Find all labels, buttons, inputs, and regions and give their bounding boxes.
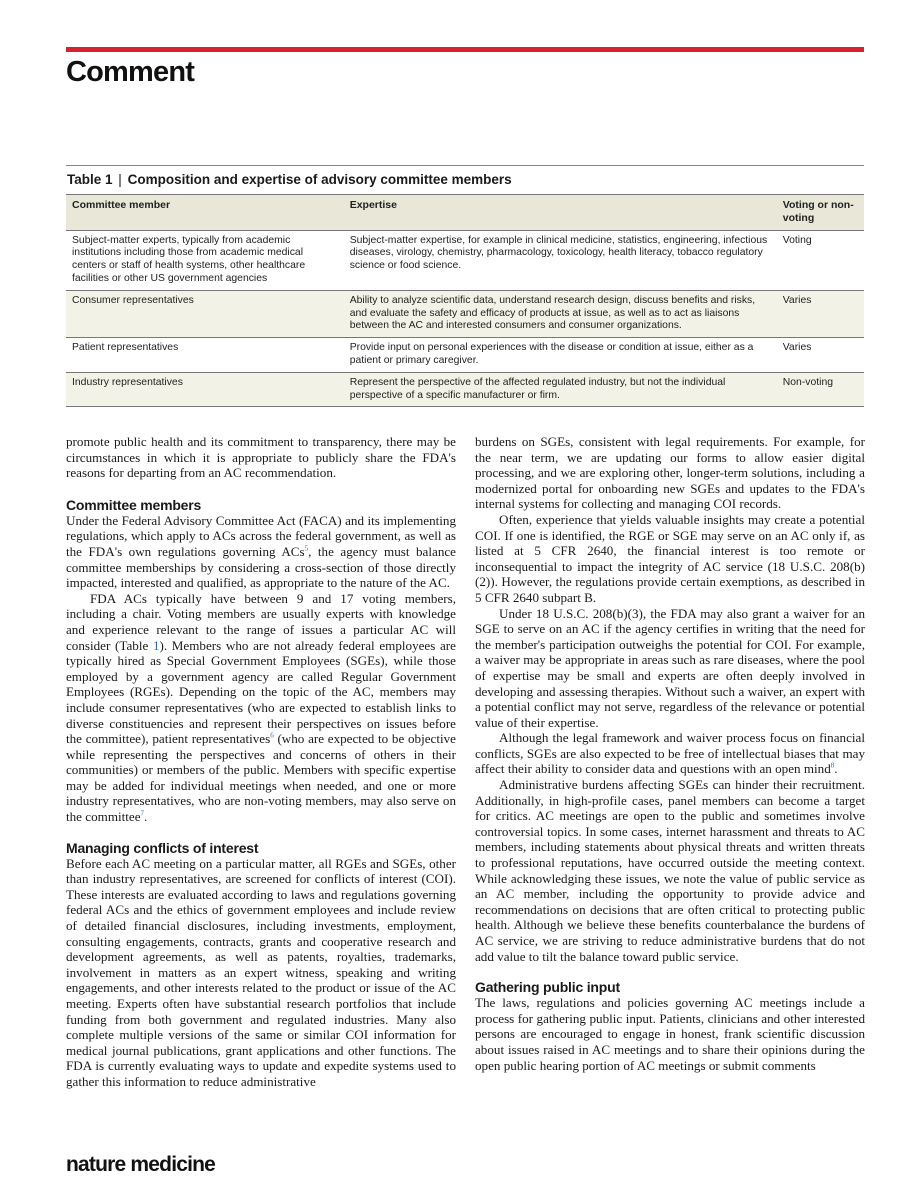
reference-7[interactable]: 7 [140,809,145,818]
reference-8[interactable]: 8 [830,762,835,771]
cell-member: Consumer representatives [66,290,344,337]
reference-5[interactable]: 5 [304,544,309,553]
paragraph-faca: Under the Federal Advisory Committee Act (FACA) and its implementing regulations, which apply to ACs across the federal government, as well as the FDA's own regulations governing ACs$^5$, the agency must balance committee memberships by considering a cross-section of those directly impacted, interested and qualified, as appropriate to the nature of the AC. [66,512,456,591]
cell-voting: Varies [777,290,864,337]
cell-member: Patient representatives [66,338,344,373]
cell-expertise: Subject-matter expertise, for example in clinical medicine, statistics, engineering, infectious diseases, virology, chemistry, pharmacology, toxicology, health literacy, tobacco regulatory science or food science. [344,230,777,290]
table-1-link[interactable]: 1 [152,637,160,653]
cell-member: Industry representatives [66,372,344,407]
heading-committee-members: Committee members [66,496,202,513]
paragraph-public-input: The laws, regulations and policies governing AC meetings include a process for gathering public input. Patients, clinicians and other interested persons are encouraged to engage in honest, frank scientific discussion about issues raised in AC meetings and to share their opinions during the open public hearing portion of AC meetings or submit comments [475,995,865,1073]
table-row [66,230,864,290]
paragraph-waiver: Under 18 U.S.C. 208(b)(3), the FDA may also grant a waiver for an SGE to serve on an AC if the agency certifies in writing that the need for the member's participation outweighs the potential for COI. For example, a waiver may be appropriate in areas such as rare diseases, where the pool of expertise may be small and experts are often deeply involved in developing and assessing therapies. Without such a waiver, an expert with a potential conflict may not serve, regardless of the relevance or potential value of their expertise. [475,605,865,730]
cell-voting: Non-voting [777,372,864,407]
paragraph-burdens: burdens on SGEs, consistent with legal requirements. For example, for the near term, we are updating our forms to allow easier digital processing, and we are exploring other, longer-term solutions, including a modernized portal for onboarding new SGEs and updates to the FDA's internal systems for collecting and managing COI records. [475,434,865,512]
table-caption-separator: | [118,172,122,187]
journal-logo: nature medicine [66,1153,216,1176]
column-header-expertise: Expertise [344,195,777,231]
table-caption [66,166,864,194]
column-header-member: Committee member [66,195,344,231]
section-heading: Comment [66,56,195,88]
paragraph-potential-coi: Often, experience that yields valuable insights may create a potential COI. If one is identified, the RGE or SGE may serve on an AC only if, as listed at 5 CFR 2640, the financial interest is too remote or inconsequential to impact the integrity of AC service (18 U.S.C. 208(b)(2)). However, the regulations provide certain exemptions, as described in 5 CFR 2640 subpart B. [475,511,865,605]
table-1 [66,165,864,407]
cell-expertise: Represent the perspective of the affected regulated industry, but not the individual perspective of a specific manufacturer or firm. [344,372,777,407]
cell-expertise: Ability to analyze scientific data, understand research design, discuss benefits and risks, and evaluate the safety and efficacy of products at issue, as well as to act as liaisons between the AC and interested consumers and consumer organizations. [344,290,777,337]
paragraph-admin-burdens: Administrative burdens affecting SGEs can hinder their recruitment. Additionally, in high-profile cases, panel members can become a target for critics. AC meetings are open to the public and sometimes involve controversial topics. In some cases, internet harassment and threats to AC members, including statements about physical threats and written threats to professional reputations, have occurred outside the meeting context. While acknowledging these issues, we note the value of public service as an AC member, including the opportunity to provide advice and recommendations on decisions that are often critical to protecting public health. Although we believe these benefits counterbalance the burdens of AC service, we are striving to reduce administrative burdens that do not add value to tilt the balance toward public service. [475,777,865,964]
table-title: Composition and expertise of advisory committee members [127,172,512,187]
cell-voting: Voting [777,230,864,290]
cell-expertise: Provide input on personal experiences with the disease or condition at issue, either as a patient or primary caregiver. [344,338,777,373]
body-column-left [66,434,456,1090]
paragraph-voting-members: FDA ACs typically have between 9 and 17 voting members, including a chair. Voting members are usually experts with knowledge and experience relevant to the range of issues a particular AC will consider (Table 1). Members who are not already federal employees are typically hired as Special Government Employees (SGEs), while those employed by a government agency are called Regular Government Employees (RGEs). Depending on the topic of the AC, members may include consumer representatives (who are expected to establish links to diverse constituencies and represent their perspectives on issues before the committee), patient representatives$^6$ (who are expected to be objective while representing the perspectives and concerns of others in their communities) or members of the public. Members with specific expertise may be added for individual meetings when needed, and one or more industry representatives, who are non-voting members, may also serve on the committee$^7$. [66,590,456,825]
advisory-committee-table [66,194,864,407]
paragraph-continuation: promote public health and its commitment to transparency, there may be circumstances in which it is appropriate to publicly share the FDA's reasons for departing from an AC recommendation. [66,434,456,481]
table-label: Table 1 [67,172,113,187]
table-row [66,290,864,337]
heading-gathering-public-input: Gathering public input [475,979,620,996]
body-column-right [475,434,865,1073]
heading-managing-conflicts: Managing conflicts of interest [66,839,259,856]
column-header-voting: Voting or non-voting [777,195,864,231]
table-header-row [66,195,864,231]
header-accent-bar [66,47,864,52]
table-row [66,338,864,373]
cell-member: Subject-matter experts, typically from academic institutions including those from academic medical centers or staff of health systems, other healthcare facilities or other US government agencies [66,230,344,290]
paragraph-coi-screening: Before each AC meeting on a particular matter, all RGEs and SGEs, other than industry representatives, are screened for conflicts of interest (COI). These interests are evaluated according to laws and regulations governing federal ACs and the ethics of government employees and include review of detailed financial disclosures, including investments, employment, consulting engagements, contracts, grants and cooperative research and development agreements, as well as patents, royalties, trademarks, involvement in matters as an expert witness, speaking and writing engagements, and other interests related to the product or issue of the AC meeting. Experts often have substantial research portfolios that include funding from both government and regulated industries. Many also complete multiple versions of the same or similar COI information for medical journal publications, grant applications and other functions. The FDA is currently evaluating ways to update and expedite systems used to gather this information to reduce administrative [66,855,456,1089]
paragraph-intellectual-bias: Although the legal framework and waiver process focus on financial conflicts, SGEs are also expected to be free of intellectual biases that may affect their ability to consider data and questions with an open mind$^8$. [475,730,865,777]
cell-voting: Varies [777,338,864,373]
table-row [66,372,864,407]
reference-6[interactable]: 6 [270,731,274,740]
